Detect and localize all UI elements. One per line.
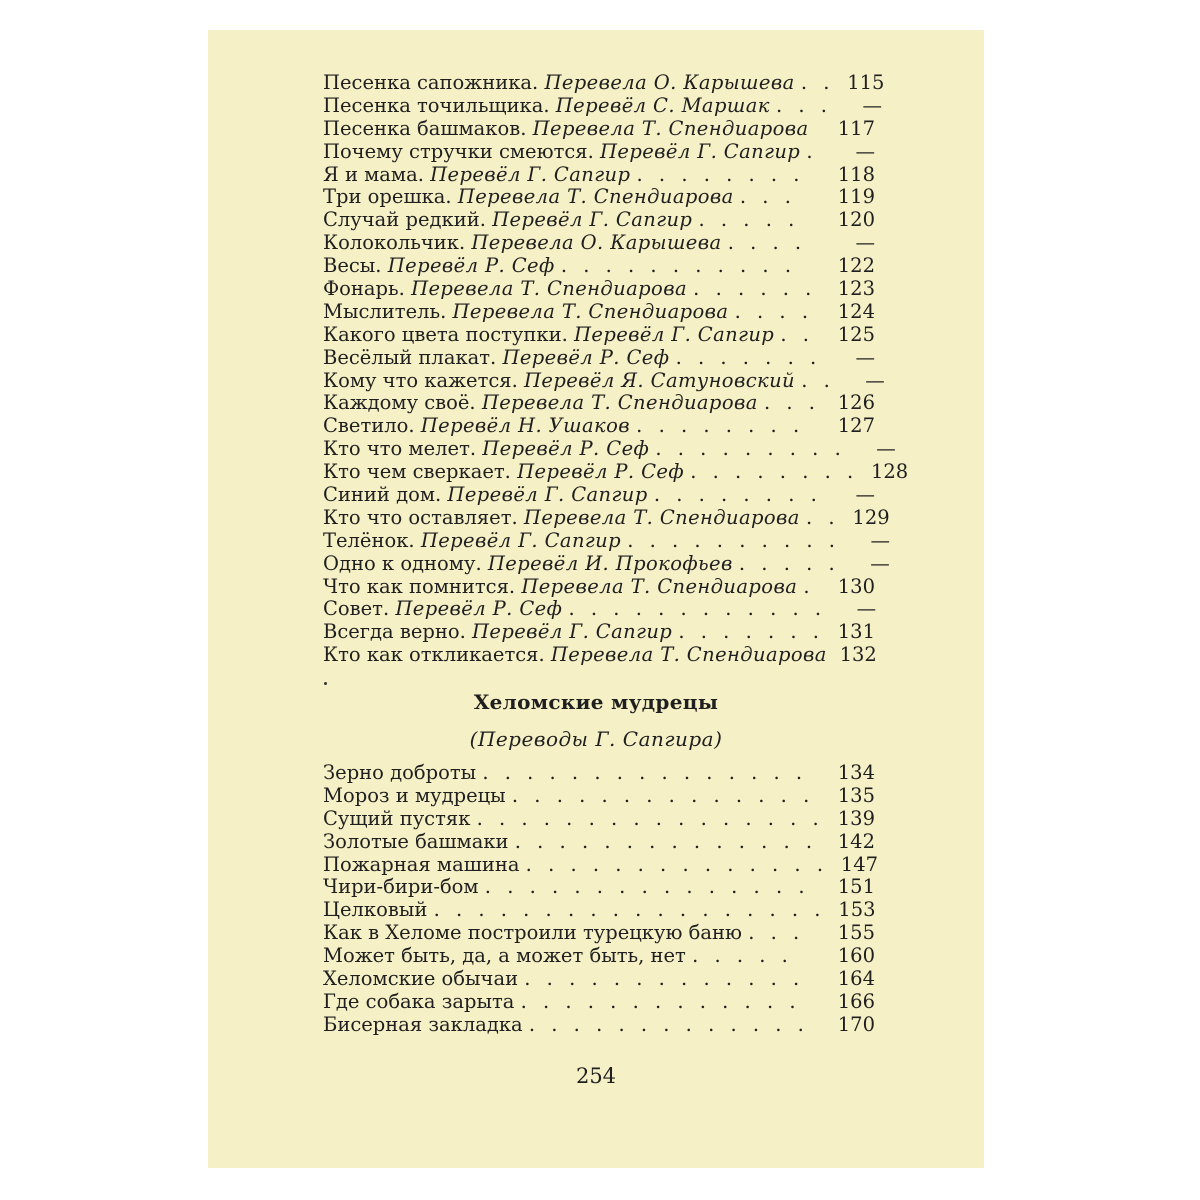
entry-title: Мороз и мудрецы <box>323 783 506 807</box>
toc-entry <box>323 922 875 945</box>
leader-dots: . . . . . . . . . . . . . . <box>514 829 818 853</box>
toc-entry-text <box>323 461 858 484</box>
entry-title: Синий дом. <box>323 483 442 507</box>
toc-entry-text <box>323 945 825 968</box>
entry-page: 124 <box>837 299 875 323</box>
entry-translator: Перевела Т. Спендиарова <box>411 277 687 301</box>
leader-dots: . <box>806 139 818 163</box>
entry-page: — <box>856 597 877 621</box>
entry-translator: Перевела О. Карышева <box>471 231 722 255</box>
leader-dots: . . . <box>763 391 820 415</box>
leader-dots: . . . . <box>734 299 814 323</box>
toc-entry-text <box>323 644 827 667</box>
leader-dots: . . . . . . . . . . . . . . . <box>484 875 810 899</box>
entry-title: Сущий пустяк <box>323 806 471 830</box>
entry-page: 134 <box>837 761 875 784</box>
toc-entry-text <box>323 876 825 899</box>
toc-entry-text <box>323 553 840 576</box>
entry-page: 130 <box>837 574 875 598</box>
toc-entry <box>323 368 885 393</box>
toc-entry-text <box>323 255 825 278</box>
toc-entry <box>323 528 890 553</box>
entry-title: Кому что кажется. <box>323 368 518 392</box>
toc-entry <box>323 164 875 187</box>
toc-entry <box>323 762 875 785</box>
toc-entry-text <box>323 530 840 553</box>
entry-translator: Перевёл Р. Сеф <box>482 437 650 461</box>
toc-entry <box>323 301 875 324</box>
entry-title: Где собака зарыта <box>323 989 515 1013</box>
entry-page: 115 <box>847 71 885 94</box>
leader-dots: . . . . . . . . . . . . . <box>524 967 805 991</box>
entry-translator: Перевела Т. Спендиарова <box>523 505 800 529</box>
toc-entry <box>323 831 875 854</box>
entry-translator: Перевёл Г. Сапгир <box>573 322 775 346</box>
entry-title: Совет. <box>323 597 390 621</box>
toc-entry-text <box>323 785 825 808</box>
entry-title: Песенка башмаков. <box>323 116 527 140</box>
entry-page: 126 <box>837 391 875 415</box>
entry-page: 142 <box>837 829 875 853</box>
leader-dots: . . . <box>739 185 796 209</box>
toc-entry <box>323 808 875 831</box>
toc-entry-text <box>323 392 825 415</box>
section-subtitle: (Переводы Г. Сапгира) <box>469 727 723 751</box>
entry-page: 151 <box>837 875 875 899</box>
toc-entry-text <box>323 762 825 785</box>
entry-page: — <box>855 231 875 255</box>
leader-dots: . . . . . . . . . . . . . . <box>525 852 829 876</box>
toc-entry <box>323 93 882 118</box>
leader-dots: . . . . . <box>692 944 793 968</box>
leader-dots: . . <box>800 71 835 94</box>
entry-page: 125 <box>837 322 875 346</box>
entry-page: — <box>865 368 885 392</box>
entry-translator: Перевёл Г. Сапгир <box>420 528 621 552</box>
toc-entry <box>323 209 875 232</box>
entry-translator: Перевёл Р. Сеф <box>387 254 555 278</box>
leader-dots: . . . . . . . . . . . . . . . <box>482 761 808 784</box>
entry-translator: Перевела Т. Спендиарова <box>550 643 827 667</box>
toc-entry <box>323 876 875 899</box>
toc-entry <box>323 71 885 95</box>
toc-entry <box>323 1014 875 1037</box>
toc-entry <box>323 551 890 576</box>
entry-page: 166 <box>837 989 875 1013</box>
entry-translator: Перевела Т. Спендиарова <box>481 391 758 415</box>
toc-entry-text <box>323 347 825 370</box>
toc-entry-text <box>323 991 825 1014</box>
entry-title: Я и мама. <box>323 162 424 186</box>
entry-page: 155 <box>837 921 875 945</box>
entry-translator: Перевёл Я. Сатуновский <box>524 368 795 392</box>
toc-entry <box>323 347 875 370</box>
leader-dots: . <box>803 574 815 598</box>
leader-dots: . . . . . . . . . . . . . . . . . . <box>433 898 826 922</box>
entry-translator: Перевёл Н. Ушаков <box>420 414 630 438</box>
toc-entry-text <box>323 831 825 854</box>
leader-dots: . . . . . . . . . . . . . <box>520 989 801 1013</box>
entry-page: 135 <box>837 783 875 807</box>
entry-page: 129 <box>852 505 890 529</box>
leader-dots: . . . . . . . . . . <box>627 528 840 552</box>
entry-translator: Перевела Т. Спендиарова <box>452 299 729 323</box>
entry-translator: Перевёл С. Маршак <box>555 93 770 117</box>
leader-dots: . . . . <box>727 231 807 255</box>
toc-entry <box>323 945 875 968</box>
page-number: 254 <box>575 1064 617 1088</box>
entry-title: Весы. <box>323 254 382 278</box>
leader-dots: . . . . . . . . . . . . . . . . <box>476 806 824 830</box>
toc-entry <box>323 644 875 667</box>
entry-translator: Перевёл Г. Сапгир <box>447 483 648 507</box>
toc-entry <box>323 968 875 991</box>
toc-entry-text <box>323 141 825 164</box>
leader-dots: . . . . . . . . . <box>655 437 846 461</box>
entry-title: Пожарная машина <box>323 852 520 876</box>
entry-title: Светило. <box>323 414 415 438</box>
toc-entry <box>323 505 890 530</box>
entry-page: 127 <box>837 414 875 438</box>
toc-entry <box>323 460 909 484</box>
entry-page: 119 <box>837 185 875 209</box>
entry-translator: Перевёл Г. Сапгир <box>492 208 693 232</box>
leader-dots: . . . . . . . . . . . . . <box>528 1012 809 1036</box>
toc-entry-text <box>323 370 835 393</box>
entry-page: — <box>870 551 890 575</box>
leader-dots: . . . <box>748 921 805 945</box>
entry-title: Что как помнится. <box>323 574 516 598</box>
entry-title: Случай редкий. <box>323 208 486 232</box>
toc-entry-text <box>323 301 825 324</box>
leader-dots: . . . . . . . <box>678 620 824 644</box>
toc-entry <box>323 141 875 164</box>
entry-page: 118 <box>837 162 875 186</box>
entry-title: Может быть, да, а может быть, нет <box>323 944 686 968</box>
toc-list-lower <box>323 761 879 1037</box>
toc-entry-text <box>323 968 825 991</box>
toc-entry-text <box>323 922 825 945</box>
leader-dots: . . . . . . . <box>675 345 822 369</box>
leader-dots: . . . <box>776 93 832 117</box>
toc-entry <box>323 278 875 301</box>
entry-page: 160 <box>837 944 875 968</box>
entry-page: 131 <box>837 620 875 644</box>
toc-entry <box>323 392 875 415</box>
leader-dots: . . . . . <box>698 208 800 232</box>
leader-dots: . . . . . . . . <box>636 414 805 438</box>
leader-dots: . . <box>780 322 814 346</box>
toc-entry-text <box>323 899 826 922</box>
toc-entry <box>323 415 875 438</box>
toc-entry <box>323 899 875 922</box>
entry-page: — <box>855 483 875 507</box>
entry-page: 123 <box>837 277 875 301</box>
toc-entry-text <box>323 324 825 347</box>
entry-title: Бисерная закладка <box>323 1012 523 1036</box>
entry-title: Всегда верно. <box>323 620 466 644</box>
toc-entry-text <box>323 186 825 209</box>
entry-translator: Перевела Т. Спендиарова <box>532 116 809 140</box>
entry-page: 128 <box>870 460 909 484</box>
toc-entry-text <box>323 164 825 187</box>
entry-page: 120 <box>837 208 875 232</box>
entry-page: 147 <box>840 852 879 876</box>
entry-page: 170 <box>837 1012 875 1036</box>
entry-page: — <box>870 528 890 552</box>
entry-translator: Перевёл Г. Сапгир <box>471 620 673 644</box>
leader-dots: . . . . . <box>738 551 840 575</box>
entry-title: Телёнок. <box>323 528 415 552</box>
entry-page: — <box>862 93 882 117</box>
toc-entry-text <box>323 507 840 530</box>
entry-page: 139 <box>837 806 875 830</box>
entry-title: Три орешка. <box>323 185 452 209</box>
entry-title: Одно к одному. <box>323 551 482 575</box>
section-title: Хеломские мудрецы <box>473 690 719 714</box>
entry-page: 122 <box>837 254 875 278</box>
toc-entry-text <box>323 72 834 95</box>
leader-dots: . . <box>801 368 835 392</box>
entry-translator: Перевёл Р. Сеф <box>502 345 670 369</box>
toc-entry <box>323 186 875 209</box>
entry-page: 132 <box>839 643 877 667</box>
toc-entry <box>323 255 875 278</box>
entry-title: Почему стручки смеются. <box>323 139 594 163</box>
toc-entry-text <box>323 209 825 232</box>
toc-entry <box>323 437 896 461</box>
toc-entry <box>323 852 879 877</box>
entry-translator: Перевёл Р. Сеф <box>395 597 563 621</box>
entry-page: — <box>876 437 896 461</box>
entry-title: Фонарь. <box>323 277 405 301</box>
toc-list-upper <box>323 71 909 667</box>
leader-dots: . . . . . . <box>693 277 817 301</box>
toc-entry <box>323 232 875 255</box>
toc-entry <box>323 785 875 808</box>
toc-entry-text <box>323 438 846 461</box>
entry-page: — <box>855 345 875 369</box>
leader-dots: . . <box>806 505 840 529</box>
toc-entry-text <box>323 484 825 507</box>
entry-title: Каждому своё. <box>323 391 476 415</box>
toc-entry-text <box>323 576 825 599</box>
leader-dots: . . . . . . . . . . . . <box>568 597 827 621</box>
toc-entry <box>323 598 875 621</box>
toc-entry-text <box>323 278 825 301</box>
entry-title: Хеломские обычаи <box>323 967 519 991</box>
leader-dots: . . . . . . . . <box>690 460 859 484</box>
entry-title: Кто чем сверкает. <box>323 460 511 484</box>
entry-title: Кто что оставляет. <box>323 505 518 529</box>
toc-entry <box>323 324 875 347</box>
entry-title: Мыслитель. <box>323 299 447 323</box>
entry-title: Как в Хеломе построили турецкую баню <box>323 921 742 945</box>
toc-entry-text <box>323 598 826 621</box>
entry-translator: Перевёл Р. Сеф <box>517 460 685 484</box>
leader-dots: . . . . . . . . . . . <box>560 254 797 278</box>
entry-title: Весёлый плакат. <box>323 345 497 369</box>
toc-entry-text <box>323 118 825 141</box>
entry-page: 164 <box>837 967 875 991</box>
toc-entry <box>323 576 875 599</box>
toc-entry-text <box>323 621 825 644</box>
leader-dots: . . . . . . . . <box>636 162 805 186</box>
entry-title: Целковый <box>323 898 428 922</box>
entry-translator: Перевёл Г. Сапгир <box>599 139 801 163</box>
entry-translator: Перевела О. Карышева <box>544 71 795 94</box>
toc-entry-text <box>323 854 828 877</box>
leader-dots: . . . . . . . . . . . . . . <box>511 783 815 807</box>
toc-entry-text <box>323 1014 825 1037</box>
toc-entry <box>323 991 875 1014</box>
entry-title: Золотые башмаки <box>323 829 509 853</box>
entry-title: Песенка точильщика. <box>323 93 550 117</box>
leader-dots: . . . . . . . . <box>653 483 822 507</box>
toc-entry-text <box>323 232 825 255</box>
entry-page: 117 <box>837 116 875 140</box>
toc-entry-text <box>323 415 825 438</box>
entry-title: Песенка сапожника. <box>323 71 539 94</box>
entry-title: Кто что мелет. <box>323 437 477 461</box>
toc-entry-text <box>323 95 832 118</box>
toc-entry <box>323 621 875 644</box>
entry-title: Чири-бири-бом <box>323 875 479 899</box>
entry-title: Колокольчик. <box>323 231 466 255</box>
entry-translator: Перевёл Г. Сапгир <box>430 162 631 186</box>
entry-page: — <box>855 139 875 163</box>
entry-translator: Перевёл И. Прокофьев <box>487 551 733 575</box>
toc-entry-text <box>323 808 825 831</box>
toc-entry <box>323 484 875 507</box>
entry-title: Кто как откликается. <box>323 643 545 667</box>
entry-title: Какого цвета поступки. <box>323 322 568 346</box>
entry-title: Зерно доброты <box>323 761 477 784</box>
entry-translator: Перевела Т. Спендиарова <box>521 574 798 598</box>
entry-page: 153 <box>838 898 876 922</box>
toc-entry <box>323 118 875 141</box>
stray-mark <box>324 682 327 685</box>
entry-translator: Перевела Т. Спендиарова <box>457 185 734 209</box>
